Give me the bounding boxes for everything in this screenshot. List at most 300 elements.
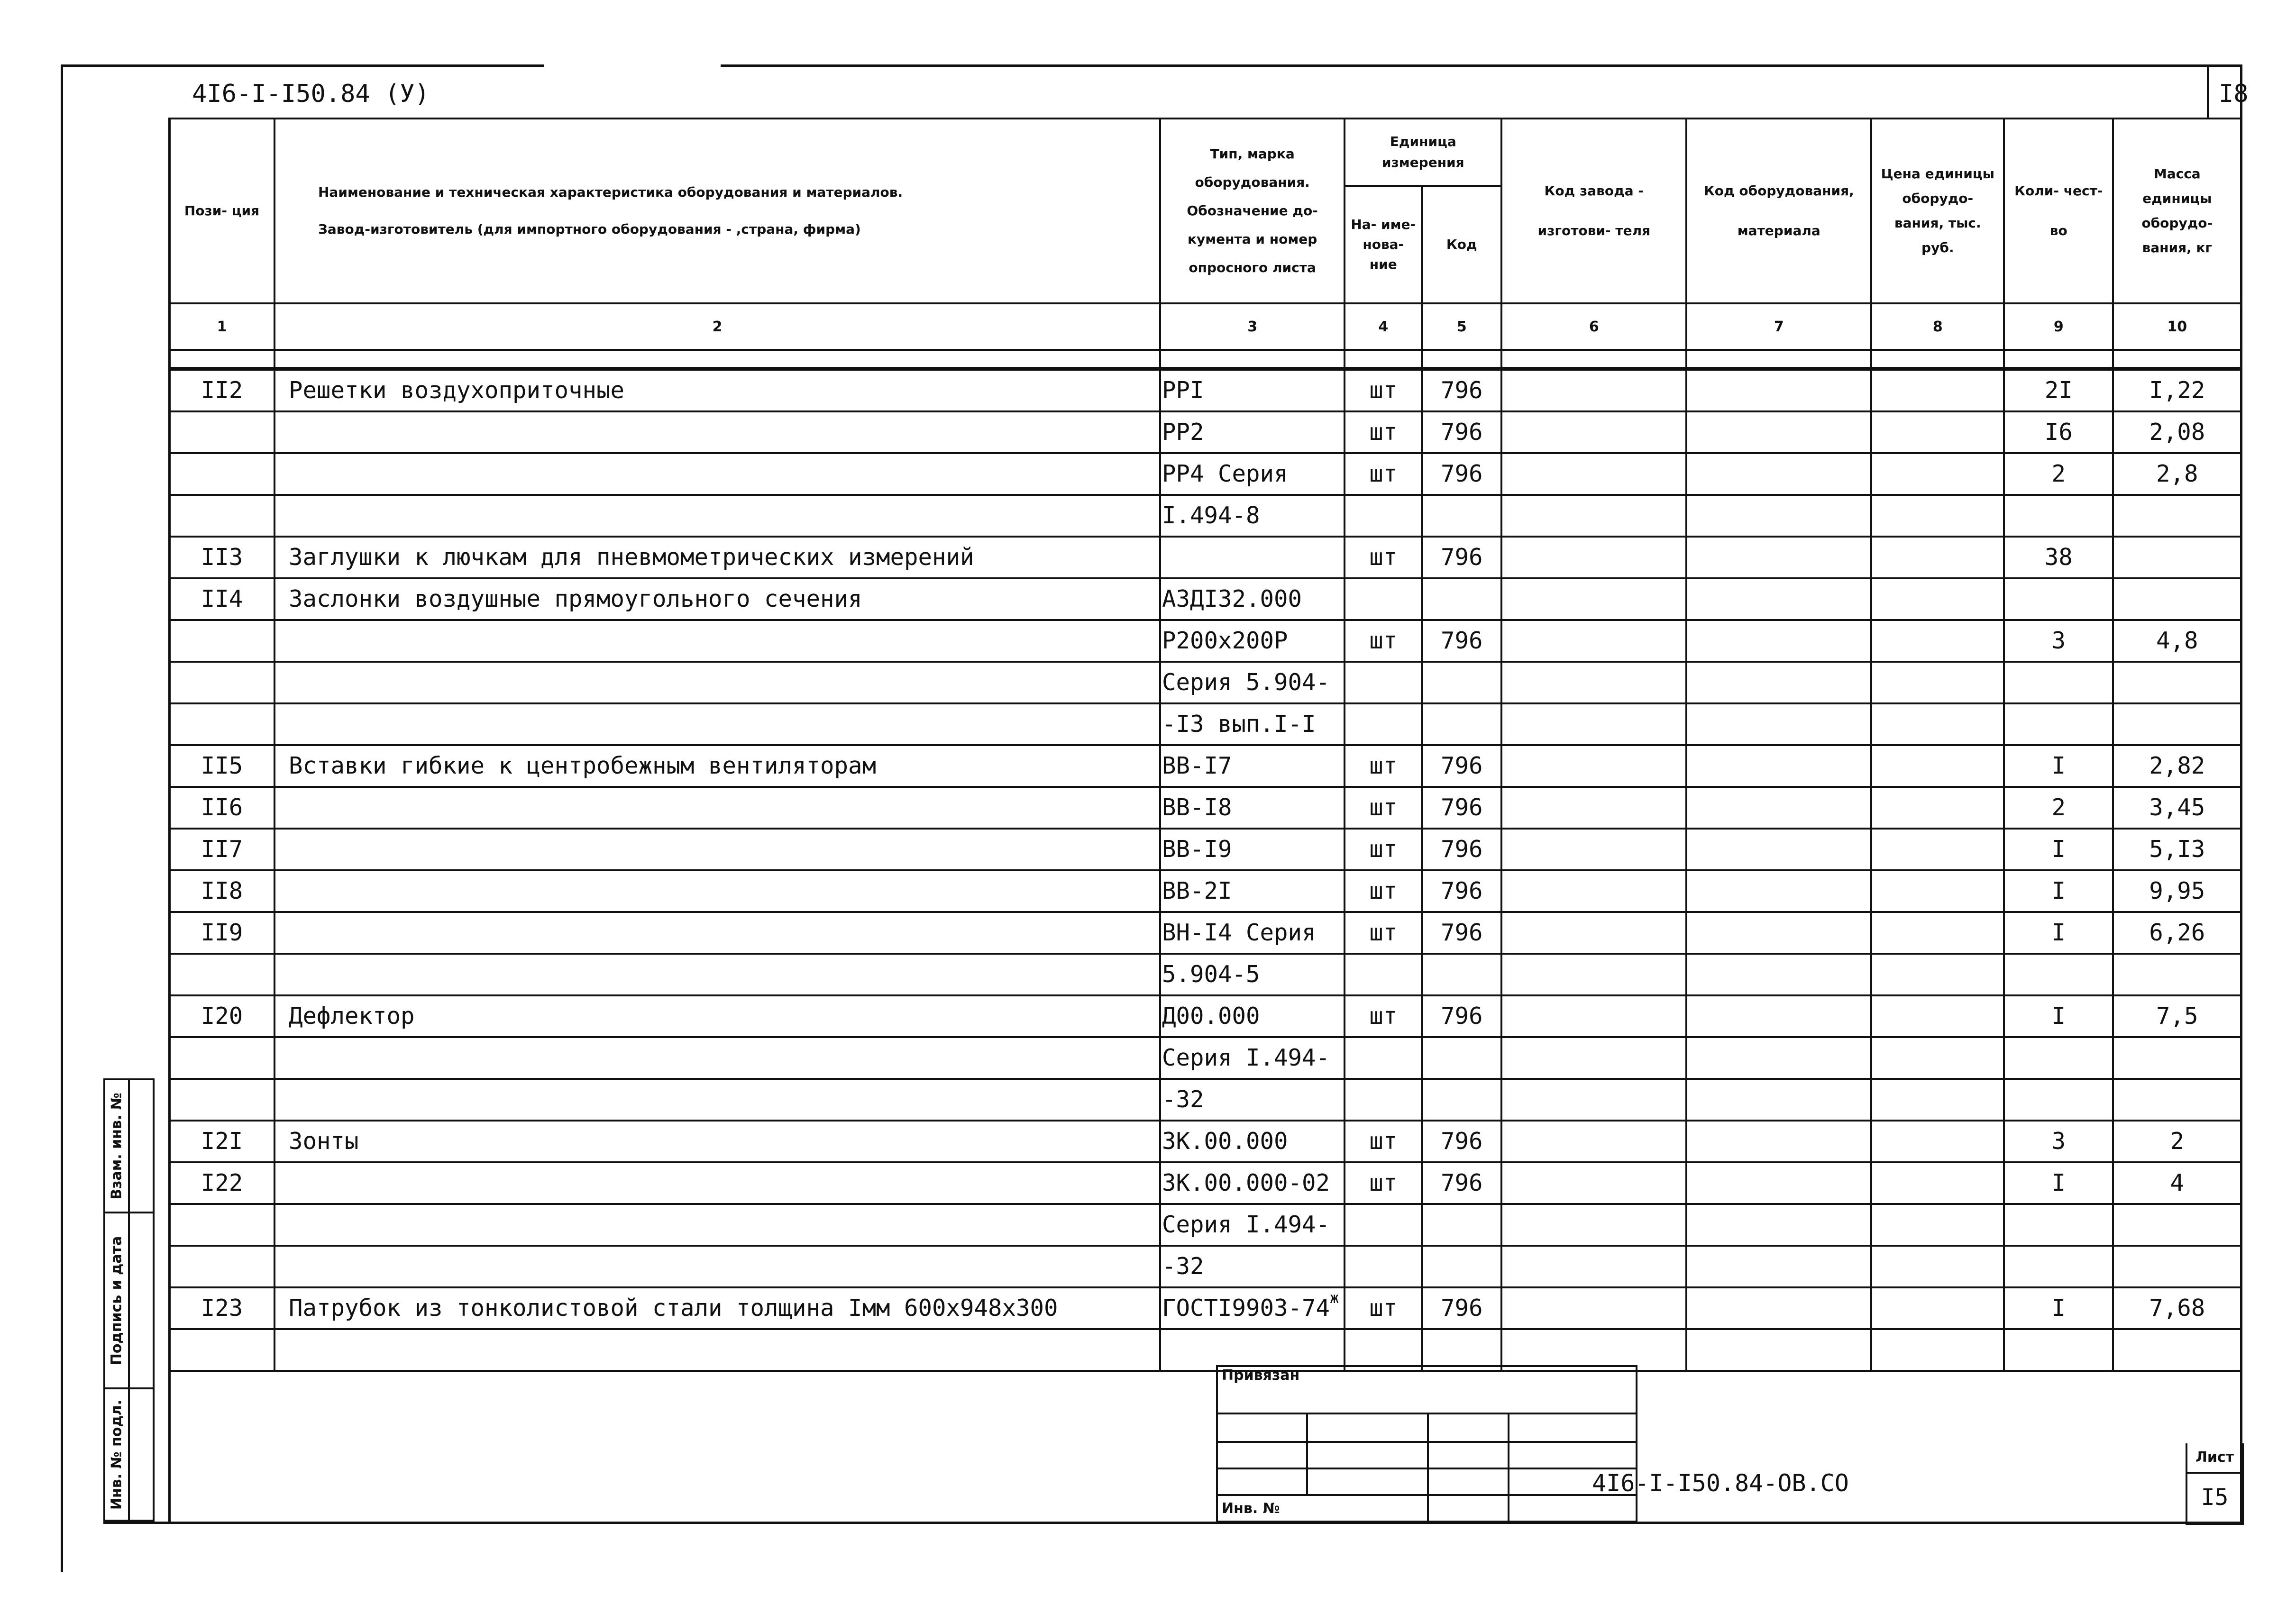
unit-code-cell bbox=[1422, 829, 1501, 870]
unit-cell bbox=[1345, 1162, 1422, 1204]
type-cell bbox=[1160, 369, 1345, 411]
type-cell bbox=[1160, 912, 1345, 954]
table-row bbox=[169, 1079, 2241, 1121]
unit-code-cell bbox=[1422, 1287, 1501, 1329]
equipment-code-cell bbox=[1686, 745, 1871, 787]
price-cell bbox=[1871, 829, 2004, 870]
name-cell bbox=[274, 703, 1160, 745]
mass-cell-text: 7,68 bbox=[2149, 1295, 2205, 1322]
quantity-cell bbox=[2004, 1329, 2113, 1371]
table-row bbox=[169, 578, 2241, 620]
frame-top-right bbox=[721, 64, 2242, 67]
mass-cell bbox=[2113, 1162, 2241, 1204]
equipment-code-cell bbox=[1686, 1204, 1871, 1246]
price-cell bbox=[1871, 1121, 2004, 1162]
side-stamp bbox=[103, 1078, 170, 1522]
equipment-code-cell bbox=[1686, 1162, 1871, 1204]
plant-code-cell bbox=[1501, 453, 1686, 495]
price-cell bbox=[1871, 1162, 2004, 1204]
quantity-cell-text: I bbox=[2051, 752, 2066, 779]
equipment-code-cell bbox=[1686, 662, 1871, 703]
type-cell-text: -I3 вып.I-I bbox=[1162, 711, 1316, 738]
type-cell bbox=[1160, 1162, 1345, 1204]
unit-code-cell bbox=[1422, 537, 1501, 578]
position-cell bbox=[169, 578, 274, 620]
equipment-code-cell bbox=[1686, 912, 1871, 954]
quantity-cell bbox=[2004, 703, 2113, 745]
name-cell bbox=[274, 369, 1160, 411]
column-number: 1 bbox=[169, 303, 274, 350]
mass-cell bbox=[2113, 954, 2241, 995]
position-cell-text: II8 bbox=[201, 877, 243, 904]
price-cell bbox=[1871, 912, 2004, 954]
type-cell-text: ВВ-I8 bbox=[1162, 794, 1232, 821]
table-row bbox=[169, 995, 2241, 1037]
unit-cell bbox=[1345, 620, 1422, 662]
equipment-code-cell bbox=[1686, 495, 1871, 537]
sheet-top-box-left bbox=[2207, 64, 2209, 118]
type-cell-text: -32 bbox=[1162, 1253, 1204, 1280]
quantity-cell bbox=[2004, 537, 2113, 578]
position-cell bbox=[169, 745, 274, 787]
type-cell bbox=[1160, 662, 1345, 703]
position-cell bbox=[169, 787, 274, 829]
unit-cell bbox=[1345, 1079, 1422, 1121]
price-cell bbox=[1871, 495, 2004, 537]
unit-cell bbox=[1345, 995, 1422, 1037]
equipment-code-cell bbox=[1686, 1287, 1871, 1329]
stamp-exchange-inv: Взам. инв. № bbox=[103, 1078, 130, 1213]
plant-code-cell bbox=[1501, 1246, 1686, 1287]
unit-code-cell-text: 796 bbox=[1441, 419, 1483, 446]
position-cell-text: II5 bbox=[201, 752, 243, 779]
name-cell bbox=[274, 453, 1160, 495]
header-mass: Масса единицы оборудо- вания, кг bbox=[2113, 119, 2241, 303]
name-cell bbox=[274, 912, 1160, 954]
quantity-cell bbox=[2004, 1287, 2113, 1329]
mass-cell-text: 2,8 bbox=[2156, 460, 2198, 487]
type-cell-text: Серия 5.904- bbox=[1162, 669, 1330, 696]
sheet-number: I5 bbox=[2201, 1484, 2229, 1511]
unit-cell bbox=[1345, 1329, 1422, 1371]
unit-code-cell bbox=[1422, 1162, 1501, 1204]
quantity-cell bbox=[2004, 620, 2113, 662]
position-cell bbox=[169, 1121, 274, 1162]
type-cell bbox=[1160, 495, 1345, 537]
mass-cell-text: 4,8 bbox=[2156, 627, 2198, 654]
unit-code-cell bbox=[1422, 495, 1501, 537]
header-separator-row bbox=[169, 350, 2241, 369]
position-cell bbox=[169, 411, 274, 453]
position-cell bbox=[169, 620, 274, 662]
table-row bbox=[169, 954, 2241, 995]
name-cell-text: Дефлектор bbox=[289, 1003, 415, 1030]
column-number: 2 bbox=[274, 303, 1160, 350]
equipment-code-cell bbox=[1686, 578, 1871, 620]
quantity-cell bbox=[2004, 912, 2113, 954]
table-row bbox=[169, 703, 2241, 745]
table-row bbox=[169, 1329, 2241, 1371]
column-number: 9 bbox=[2004, 303, 2113, 350]
plant-code-cell bbox=[1501, 954, 1686, 995]
name-cell bbox=[274, 411, 1160, 453]
price-cell bbox=[1871, 620, 2004, 662]
plant-code-cell bbox=[1501, 1121, 1686, 1162]
unit-cell bbox=[1345, 1204, 1422, 1246]
position-cell bbox=[169, 537, 274, 578]
type-cell-text: PP4 Серия bbox=[1162, 460, 1288, 487]
mass-cell-text: 6,26 bbox=[2149, 919, 2205, 946]
unit-cell bbox=[1345, 453, 1422, 495]
sheet-box bbox=[2186, 1443, 2244, 1525]
type-cell-text: 5.904-5 bbox=[1162, 961, 1260, 988]
unit-cell bbox=[1345, 495, 1422, 537]
quantity-cell-text: I bbox=[2051, 919, 2066, 946]
unit-code-cell-text: 796 bbox=[1441, 752, 1483, 779]
type-cell bbox=[1160, 703, 1345, 745]
unit-code-cell bbox=[1422, 1204, 1501, 1246]
quantity-cell-text: I6 bbox=[2044, 419, 2073, 446]
type-cell bbox=[1160, 870, 1345, 912]
price-cell bbox=[1871, 1204, 2004, 1246]
unit-code-cell-text: 796 bbox=[1441, 1295, 1483, 1322]
mass-cell-text: 7,5 bbox=[2156, 1003, 2198, 1030]
table-row bbox=[169, 1246, 2241, 1287]
column-number: 7 bbox=[1686, 303, 1871, 350]
column-number-row bbox=[169, 303, 2241, 350]
mass-cell bbox=[2113, 1204, 2241, 1246]
plant-code-cell bbox=[1501, 703, 1686, 745]
position-cell bbox=[169, 369, 274, 411]
type-cell-text: -32 bbox=[1162, 1086, 1204, 1113]
equipment-code-cell bbox=[1686, 1121, 1871, 1162]
quantity-cell-text: I bbox=[2051, 836, 2066, 863]
unit-code-cell-text: 796 bbox=[1441, 794, 1483, 821]
type-cell bbox=[1160, 620, 1345, 662]
quantity-cell bbox=[2004, 787, 2113, 829]
position-cell-text: II7 bbox=[201, 836, 243, 863]
unit-code-cell bbox=[1422, 453, 1501, 495]
quantity-cell bbox=[2004, 1246, 2113, 1287]
unit-cell bbox=[1345, 1037, 1422, 1079]
mass-cell bbox=[2113, 662, 2241, 703]
mass-cell bbox=[2113, 620, 2241, 662]
plant-code-cell bbox=[1501, 1037, 1686, 1079]
quantity-cell-text: I bbox=[2051, 1003, 2066, 1030]
unit-cell bbox=[1345, 1121, 1422, 1162]
header-plant-code: Код завода - изготови- теля bbox=[1501, 119, 1686, 303]
type-cell bbox=[1160, 995, 1345, 1037]
unit-cell-text: шт bbox=[1369, 877, 1398, 904]
unit-code-cell bbox=[1422, 411, 1501, 453]
plant-code-cell bbox=[1501, 662, 1686, 703]
mass-cell bbox=[2113, 453, 2241, 495]
unit-cell-text: шт bbox=[1369, 627, 1398, 654]
name-cell bbox=[274, 1079, 1160, 1121]
plant-code-cell bbox=[1501, 829, 1686, 870]
name-cell bbox=[274, 662, 1160, 703]
position-cell bbox=[169, 1204, 274, 1246]
name-cell bbox=[274, 495, 1160, 537]
unit-code-cell bbox=[1422, 1246, 1501, 1287]
plant-code-cell bbox=[1501, 537, 1686, 578]
type-cell-text: PPI bbox=[1162, 377, 1204, 404]
position-cell-text: I22 bbox=[201, 1169, 243, 1196]
name-cell bbox=[274, 870, 1160, 912]
mass-cell-text: 5,I3 bbox=[2149, 836, 2205, 863]
table-row bbox=[169, 411, 2241, 453]
unit-code-cell-text: 796 bbox=[1441, 377, 1483, 404]
quantity-cell-text: 38 bbox=[2044, 544, 2073, 571]
position-cell bbox=[169, 1329, 274, 1371]
unit-code-cell-text: 796 bbox=[1441, 1003, 1483, 1030]
plant-code-cell bbox=[1501, 912, 1686, 954]
title-block bbox=[1216, 1365, 1637, 1523]
type-cell bbox=[1160, 411, 1345, 453]
mass-cell bbox=[2113, 787, 2241, 829]
unit-cell bbox=[1345, 1246, 1422, 1287]
unit-cell bbox=[1345, 537, 1422, 578]
equipment-code-cell bbox=[1686, 369, 1871, 411]
unit-cell bbox=[1345, 578, 1422, 620]
name-cell bbox=[274, 620, 1160, 662]
mass-cell-text: 4 bbox=[2170, 1169, 2185, 1196]
position-cell-text: I20 bbox=[201, 1003, 243, 1030]
quantity-cell-text: 2 bbox=[2051, 794, 2066, 821]
document-code-top: 4I6-I-I50.84 (У) bbox=[192, 80, 430, 108]
unit-cell bbox=[1345, 787, 1422, 829]
unit-cell-text: шт bbox=[1369, 919, 1398, 946]
quantity-cell bbox=[2004, 745, 2113, 787]
type-cell bbox=[1160, 829, 1345, 870]
type-cell bbox=[1160, 453, 1345, 495]
unit-code-cell bbox=[1422, 787, 1501, 829]
unit-code-cell bbox=[1422, 870, 1501, 912]
type-cell-text: ГОСТI9903-74 bbox=[1162, 1295, 1330, 1322]
type-cell bbox=[1160, 954, 1345, 995]
equipment-code-cell bbox=[1686, 1329, 1871, 1371]
frame-left bbox=[61, 64, 63, 1572]
table-row bbox=[169, 620, 2241, 662]
plant-code-cell bbox=[1501, 620, 1686, 662]
quantity-cell-text: I bbox=[2051, 877, 2066, 904]
name-cell-text: Решетки воздухоприточные bbox=[289, 377, 625, 404]
unit-cell-text: шт bbox=[1369, 752, 1398, 779]
mass-cell bbox=[2113, 1037, 2241, 1079]
mass-cell bbox=[2113, 745, 2241, 787]
unit-code-cell-text: 796 bbox=[1441, 1169, 1483, 1196]
plant-code-cell bbox=[1501, 745, 1686, 787]
quantity-cell bbox=[2004, 995, 2113, 1037]
position-cell bbox=[169, 829, 274, 870]
plant-code-cell bbox=[1501, 1329, 1686, 1371]
equipment-code-cell bbox=[1686, 870, 1871, 912]
mass-cell-text: 2,08 bbox=[2149, 419, 2205, 446]
name-cell bbox=[274, 1037, 1160, 1079]
unit-code-cell bbox=[1422, 369, 1501, 411]
quantity-cell bbox=[2004, 1037, 2113, 1079]
position-cell bbox=[169, 453, 274, 495]
price-cell bbox=[1871, 1037, 2004, 1079]
equipment-code-cell bbox=[1686, 1246, 1871, 1287]
position-cell bbox=[169, 495, 274, 537]
table-row bbox=[169, 787, 2241, 829]
position-cell-text: II3 bbox=[201, 544, 243, 571]
stamp-inv-orig: Инв. № подл. bbox=[103, 1387, 130, 1522]
table-row bbox=[169, 662, 2241, 703]
table-row bbox=[169, 1162, 2241, 1204]
position-cell bbox=[169, 954, 274, 995]
quantity-cell bbox=[2004, 453, 2113, 495]
quantity-cell bbox=[2004, 578, 2113, 620]
mass-cell bbox=[2113, 995, 2241, 1037]
unit-cell-text: шт bbox=[1369, 419, 1398, 446]
price-cell bbox=[1871, 870, 2004, 912]
type-cell-text: ВВ-I9 bbox=[1162, 836, 1232, 863]
type-cell bbox=[1160, 1246, 1345, 1287]
unit-cell-text: шт bbox=[1369, 836, 1398, 863]
column-number: 8 bbox=[1871, 303, 2004, 350]
quantity-cell-text: 2 bbox=[2051, 460, 2066, 487]
table-row bbox=[169, 1287, 2241, 1329]
position-cell bbox=[169, 1162, 274, 1204]
mass-cell-text: 2 bbox=[2170, 1128, 2185, 1155]
quantity-cell bbox=[2004, 662, 2113, 703]
quantity-cell bbox=[2004, 495, 2113, 537]
plant-code-cell bbox=[1501, 495, 1686, 537]
name-cell bbox=[274, 1246, 1160, 1287]
unit-code-cell bbox=[1422, 662, 1501, 703]
unit-cell bbox=[1345, 369, 1422, 411]
position-cell bbox=[169, 1079, 274, 1121]
quantity-cell-text: 2I bbox=[2044, 377, 2073, 404]
quantity-cell bbox=[2004, 1162, 2113, 1204]
table-row bbox=[169, 745, 2241, 787]
mass-cell bbox=[2113, 369, 2241, 411]
plant-code-cell bbox=[1501, 1079, 1686, 1121]
table-row bbox=[169, 495, 2241, 537]
unit-code-cell-text: 796 bbox=[1441, 919, 1483, 946]
name-cell bbox=[274, 954, 1160, 995]
name-cell bbox=[274, 1329, 1160, 1371]
price-cell bbox=[1871, 1246, 2004, 1287]
specification-table bbox=[168, 118, 2242, 1372]
unit-cell-text: шт bbox=[1369, 460, 1398, 487]
unit-code-cell bbox=[1422, 578, 1501, 620]
quantity-cell-text: 3 bbox=[2051, 627, 2066, 654]
mass-cell bbox=[2113, 411, 2241, 453]
equipment-code-cell bbox=[1686, 1037, 1871, 1079]
equipment-code-cell bbox=[1686, 954, 1871, 995]
unit-code-cell-text: 796 bbox=[1441, 460, 1483, 487]
plant-code-cell bbox=[1501, 369, 1686, 411]
quantity-cell bbox=[2004, 1204, 2113, 1246]
header-position: Пози- ция bbox=[169, 119, 274, 303]
name-cell bbox=[274, 745, 1160, 787]
header-name-line2: Завод-изготовитель (для импортного оборудования - ,страна, фирма) bbox=[318, 221, 861, 237]
type-cell-text: ВВ-I7 bbox=[1162, 752, 1232, 779]
mass-cell-text: I,22 bbox=[2149, 377, 2205, 404]
header-unit-group: Единица измерения bbox=[1345, 119, 1501, 186]
plant-code-cell bbox=[1501, 1162, 1686, 1204]
name-cell bbox=[274, 1204, 1160, 1246]
mass-cell bbox=[2113, 703, 2241, 745]
unit-code-cell-text: 796 bbox=[1441, 544, 1483, 571]
equipment-code-cell bbox=[1686, 995, 1871, 1037]
unit-code-cell bbox=[1422, 995, 1501, 1037]
name-cell bbox=[274, 787, 1160, 829]
position-cell bbox=[169, 662, 274, 703]
name-cell bbox=[274, 578, 1160, 620]
position-cell bbox=[169, 995, 274, 1037]
mass-cell bbox=[2113, 537, 2241, 578]
mass-cell bbox=[2113, 1246, 2241, 1287]
type-cell bbox=[1160, 1037, 1345, 1079]
sheet-label: Лист bbox=[2187, 1443, 2242, 1474]
price-cell bbox=[1871, 662, 2004, 703]
name-cell bbox=[274, 829, 1160, 870]
type-cell bbox=[1160, 745, 1345, 787]
position-cell-text: I23 bbox=[201, 1295, 243, 1322]
unit-code-cell bbox=[1422, 745, 1501, 787]
plant-code-cell bbox=[1501, 411, 1686, 453]
mass-cell-text: 9,95 bbox=[2149, 877, 2205, 904]
unit-cell-text: шт bbox=[1369, 1295, 1398, 1322]
position-cell bbox=[169, 1037, 274, 1079]
position-cell bbox=[169, 1246, 274, 1287]
unit-code-cell bbox=[1422, 620, 1501, 662]
plant-code-cell bbox=[1501, 578, 1686, 620]
column-number: 6 bbox=[1501, 303, 1686, 350]
position-cell-text: II6 bbox=[201, 794, 243, 821]
unit-code-cell bbox=[1422, 1037, 1501, 1079]
unit-cell bbox=[1345, 954, 1422, 995]
unit-cell bbox=[1345, 745, 1422, 787]
name-cell-text: Заслонки воздушные прямоугольного сечения bbox=[289, 585, 862, 612]
table-row bbox=[169, 1037, 2241, 1079]
header-name bbox=[274, 119, 1160, 303]
position-cell-text: I2I bbox=[201, 1128, 243, 1155]
type-cell bbox=[1160, 578, 1345, 620]
table-row bbox=[169, 1121, 2241, 1162]
price-cell bbox=[1871, 995, 2004, 1037]
type-cell bbox=[1160, 1329, 1345, 1371]
position-cell-text: II4 bbox=[201, 585, 243, 612]
equipment-code-cell bbox=[1686, 411, 1871, 453]
price-cell bbox=[1871, 703, 2004, 745]
header-type: Тип, марка оборудования. Обозначение до- кумента и номер опросного листа bbox=[1160, 119, 1345, 303]
type-cell-text: Р200х200Р bbox=[1162, 627, 1288, 654]
quantity-cell bbox=[2004, 411, 2113, 453]
unit-cell-text: шт bbox=[1369, 1003, 1398, 1030]
quantity-cell-text: 3 bbox=[2051, 1128, 2066, 1155]
name-cell-text: Вставки гибкие к центробежным вентиляторам bbox=[289, 752, 877, 779]
price-cell bbox=[1871, 954, 2004, 995]
table-row bbox=[169, 1204, 2241, 1246]
mass-cell bbox=[2113, 870, 2241, 912]
price-cell bbox=[1871, 787, 2004, 829]
mass-cell-text: 2,82 bbox=[2149, 752, 2205, 779]
type-cell-text: PP2 bbox=[1162, 419, 1204, 446]
table-row bbox=[169, 537, 2241, 578]
unit-code-cell-text: 796 bbox=[1441, 627, 1483, 654]
header-equipment-code: Код оборудования, материала bbox=[1686, 119, 1871, 303]
type-cell-text: Серия I.494- bbox=[1162, 1211, 1330, 1238]
unit-cell bbox=[1345, 870, 1422, 912]
price-cell bbox=[1871, 745, 2004, 787]
type-superscript: ж bbox=[1330, 1289, 1339, 1307]
name-cell bbox=[274, 995, 1160, 1037]
